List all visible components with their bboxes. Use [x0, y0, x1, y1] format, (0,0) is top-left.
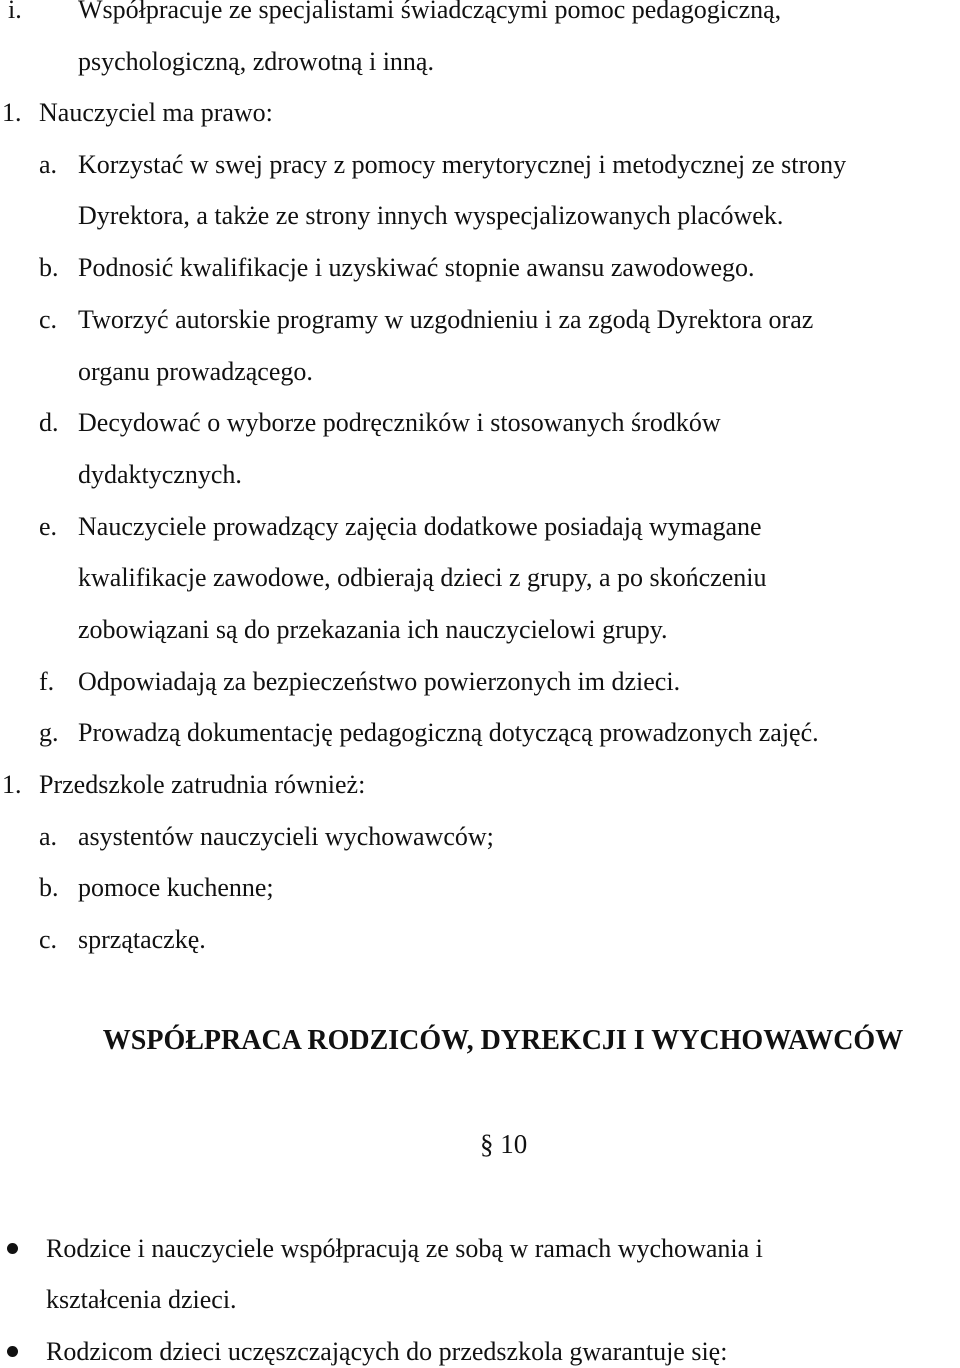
list-item-e-line-1: Nauczyciele prowadzący zajęcia dodatkowe posiadają wymagane [78, 512, 762, 541]
list-item-e-line-3: zobowiązani są do przekazania ich nauczycielowi grupy. [78, 615, 668, 644]
list-item-c-line-1: Tworzyć autorskie programy w uzgodnieniu i za zgodą Dyrektora oraz [78, 305, 814, 334]
staff-item-c: sprzątaczkę. [78, 925, 206, 954]
list-marker-e: e. [39, 512, 58, 541]
paragraph-number: § 10 [480, 1129, 528, 1159]
list-item-a-line-2: Dyrektora, a także ze strony innych wyspecjalizowanych placówek. [78, 201, 784, 230]
list-item-e-line-2: kwalifikacje zawodowe, odbierają dzieci z grupy, a po skończeniu [78, 563, 767, 592]
bullet-item-1-line-1: Rodzice i nauczyciele współpracują ze sobą w ramach wychowania i [46, 1234, 763, 1263]
list-marker-c: c. [39, 305, 58, 334]
staff-marker-c: c. [39, 925, 58, 954]
list-item-b-line-1: Podnosić kwalifikacje i uzyskiwać stopnie awansu zawodowego. [78, 253, 755, 282]
list-item-i-line-1: Współpracuje ze specjalistami świadczącymi pomoc pedagogiczną, [78, 0, 782, 24]
list-marker-i: i. [8, 0, 22, 24]
staff-marker-b: b. [39, 873, 59, 902]
list-item-a-line-1: Korzystać w swej pracy z pomocy merytorycznej i metodycznej ze strony [78, 150, 847, 179]
list-item-i-line-2: psychologiczną, zdrowotną i inną. [78, 47, 434, 76]
bullet-icon [7, 1346, 18, 1357]
staff-item-a: asystentów nauczycieli wychowawców; [78, 822, 494, 851]
section-heading: WSPÓŁPRACA RODZICÓW, DYREKCJI I WYCHOWAWCÓW [102, 1025, 904, 1056]
list-marker-g: g. [39, 718, 59, 747]
staff-item-b: pomoce kuchenne; [78, 873, 274, 902]
list-marker-b: b. [39, 253, 59, 282]
bullet-item-1-line-2: kształcenia dzieci. [46, 1285, 237, 1314]
bullet-icon [7, 1243, 18, 1254]
list-number: 1. [2, 770, 22, 799]
bullet-item-2-line-1: Rodzicom dzieci uczęszczających do przedszkola gwarantuje się: [46, 1337, 728, 1366]
list-number: 1. [2, 98, 22, 127]
list-marker-d: d. [39, 408, 59, 437]
list-marker-f: f. [39, 667, 55, 696]
list-heading: Nauczyciel ma prawo: [39, 98, 273, 127]
list-heading: Przedszkole zatrudnia również: [39, 770, 366, 799]
staff-marker-a: a. [39, 822, 58, 851]
list-item-c-line-2: organu prowadzącego. [78, 357, 313, 386]
list-marker-a: a. [39, 150, 58, 179]
list-item-d-line-1: Decydować o wyborze podręczników i stosowanych środków [78, 408, 721, 437]
list-item-g-line-1: Prowadzą dokumentację pedagogiczną dotyczącą prowadzonych zajęć. [78, 718, 819, 747]
list-item-d-line-2: dydaktycznych. [78, 460, 242, 489]
list-item-f-line-1: Odpowiadają za bezpieczeństwo powierzonych im dzieci. [78, 667, 681, 696]
